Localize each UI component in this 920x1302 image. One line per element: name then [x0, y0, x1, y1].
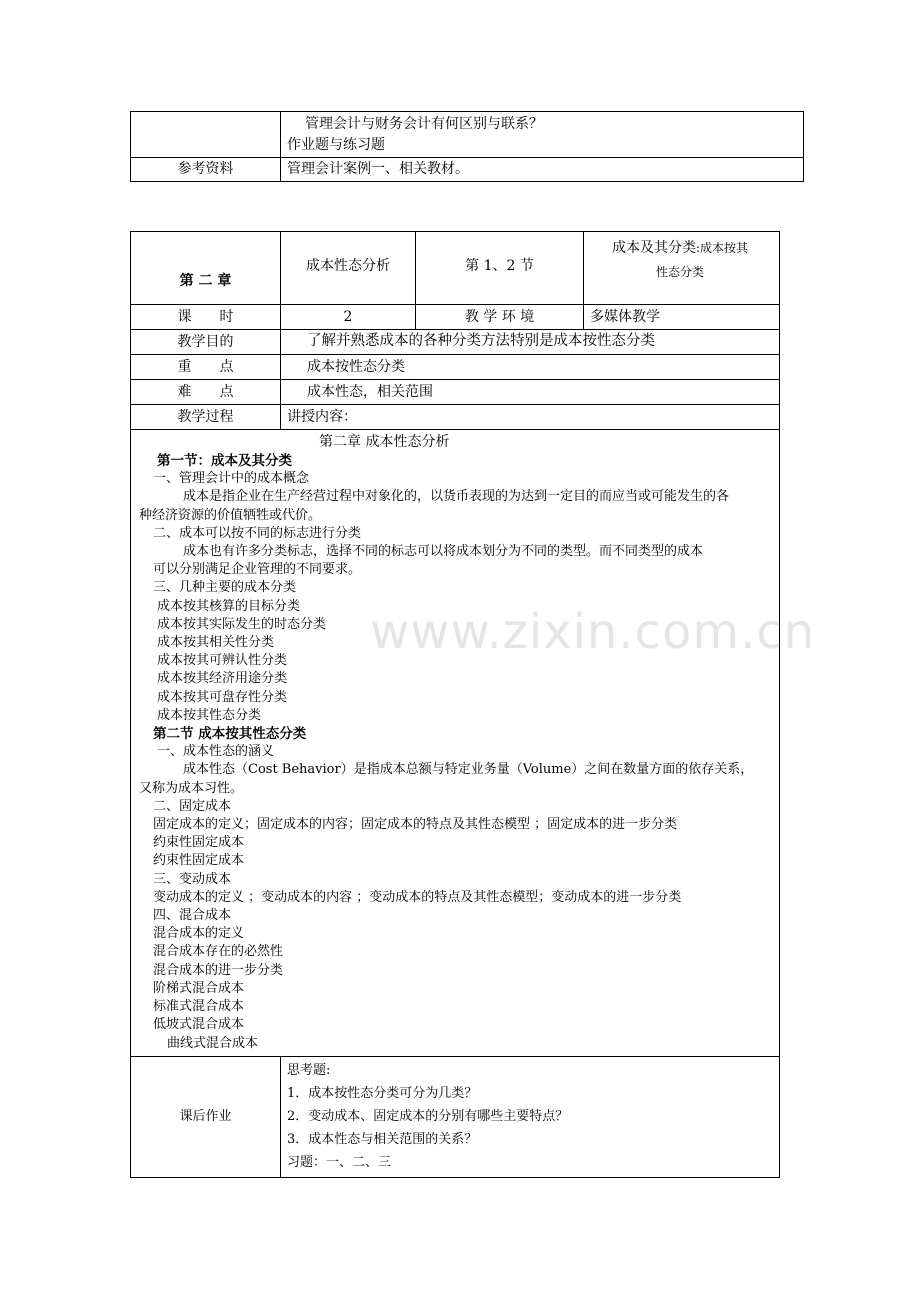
list-item: 成本按其相关性分类	[157, 635, 275, 651]
section2-title: 第二节 成本按其性态分类	[153, 726, 307, 743]
q4-line: 混合成本的进一步分类	[153, 962, 284, 978]
q1-head: 一、成本性态的涵义	[157, 744, 275, 760]
q4-line: 混合成本的定义	[153, 926, 245, 942]
homework-line: 作业题与练习题	[287, 136, 385, 153]
q3-head: 三、变动成本	[153, 871, 232, 887]
p2-body1: 成本也有许多分类标志，选择不同的标志可以将成本划分为不同的类型。而不同类型的成本	[183, 544, 704, 560]
sections-cell: 第 1、2 节	[416, 232, 584, 305]
section1-title: 第一节：成本及其分类	[157, 453, 292, 469]
list-item: 成本按其可盘存性分类	[157, 689, 288, 705]
homework-question: 3．成本性态与相关范围的关系？	[287, 1132, 478, 1147]
section-title-cell	[584, 232, 780, 305]
lecture-content	[131, 430, 780, 1057]
list-item: 成本按其核算的目标分类	[157, 598, 301, 614]
empty-cell	[131, 112, 281, 158]
process-value: 讲授内容：	[281, 405, 780, 430]
list-item: 成本按其性态分类	[157, 707, 262, 723]
key-point-label: 重 点	[131, 355, 281, 380]
key-point-value: 成本按性态分类	[281, 355, 780, 380]
reference-table	[130, 111, 804, 182]
list-item: 成本按其实际发生的时态分类	[157, 616, 327, 632]
p3-head: 三、几种主要的成本分类	[153, 580, 297, 596]
content-chapter-title: 第二章 成本性态分析	[319, 434, 450, 450]
q4-line: 曲线式混合成本	[167, 1035, 259, 1051]
q4-line: 低坡式混合成本	[153, 1017, 245, 1033]
chapter-cell: 第 二 章	[131, 232, 281, 305]
hours-label: 课 时	[131, 305, 281, 330]
q2-line: 约束性固定成本	[153, 835, 245, 851]
list-item: 成本按其经济用途分类	[157, 671, 288, 687]
section-title-rest: :成本按其	[696, 241, 749, 255]
question-line: 管理会计与财务会计有何区别与联系？	[305, 115, 543, 132]
reference-value: 管理会计案例一、相关教材。	[281, 158, 804, 182]
q1-body2: 又称为成本习性。	[139, 780, 244, 796]
p2-head: 二、成本可以按不同的标志进行分类	[153, 525, 362, 541]
process-label: 教学过程	[131, 405, 281, 430]
goal-label: 教学目的	[131, 330, 281, 355]
difficult-point-label: 难 点	[131, 380, 281, 405]
q2-line: 固定成本的定义；固定成本的内容；固定成本的特点及其性态模型 ；固定成本的进一步分类	[153, 817, 678, 833]
q1-body1: 成本性态（Cost Behavior）是指成本总额与特定业务量（Volume）之间在数量方面的依存关系，	[183, 762, 754, 778]
question-cell	[281, 112, 804, 158]
p1-head: 一、管理会计中的成本概念	[153, 471, 310, 487]
q4-line: 标准式混合成本	[153, 999, 245, 1015]
lesson-plan-table	[130, 231, 780, 1178]
homework-question: 2．变动成本、固定成本的分别有哪些主要特点？	[287, 1109, 569, 1124]
p1-body2: 种经济资源的价值牺牲或代价。	[139, 507, 322, 523]
topic-cell: 成本性态分析	[281, 232, 416, 305]
environment-label: 教 学 环 境	[416, 305, 584, 330]
homework-label: 课后作业	[131, 1057, 281, 1178]
homework-content	[281, 1057, 780, 1178]
q4-line: 阶梯式混合成本	[153, 980, 245, 996]
section-title-main: 成本及其分类	[612, 240, 696, 256]
p1-body1: 成本是指企业在生产经营过程中对象化的，以货币表现的为达到一定目的而应当或可能发生的各	[183, 489, 730, 505]
q4-line: 混合成本存在的必然性	[153, 944, 284, 960]
section-title-line2: 性态分类	[656, 265, 705, 279]
q3-line: 变动成本的定义 ；变动成本的内容 ；变动成本的特点及其性态模型；变动成本的进一步分类	[153, 889, 682, 905]
difficult-point-value: 成本性态，相关范围	[281, 380, 780, 405]
q2-line: 约束性固定成本	[153, 853, 245, 869]
reference-label: 参考资料	[131, 158, 281, 182]
q4-head: 四、混合成本	[153, 908, 232, 924]
goal-value: 了解并熟悉成本的各种分类方法特别是成本按性态分类	[281, 330, 780, 355]
homework-intro: 思考题:	[287, 1063, 331, 1078]
list-item: 成本按其可辨认性分类	[157, 653, 288, 669]
environment-value: 多媒体教学	[584, 305, 780, 330]
q2-head: 二、固定成本	[153, 798, 232, 814]
watermark: www.zixin.com.cn	[370, 604, 816, 660]
p2-body2: 可以分别满足企业管理的不同要求。	[153, 562, 362, 578]
homework-question: 1．成本按性态分类可分为几类？	[287, 1086, 478, 1101]
hours-value: 2	[281, 305, 416, 330]
homework-exercise: 习题：一、二、三	[287, 1155, 392, 1170]
